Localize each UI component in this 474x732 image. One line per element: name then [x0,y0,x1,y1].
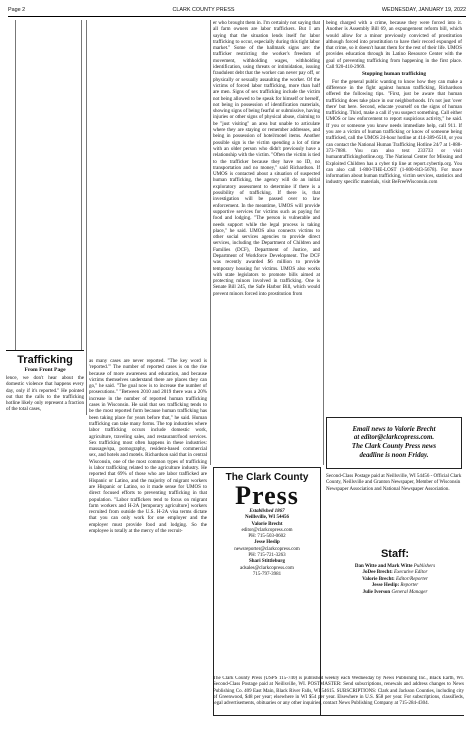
column-divider [86,20,87,415]
article-subtitle: From Front Page [24,367,66,373]
article-text: lence, we don't hear about the domestic violence that happens every day, only if it's reported." He pointed out that the calls to the trafficking hotline likely only represent a fraction of the total cases, [6,375,84,413]
article-title: Trafficking [17,354,73,366]
staff-title: Staff: [380,548,410,560]
article-column-4 [326,20,462,413]
email-line: The Clark County Press news [351,443,437,450]
subheading: Stopping human trafficking [361,71,427,78]
staff-name: Valorie Brecht: [362,576,395,582]
section-rule [6,350,84,351]
staff-role: General Manager [391,589,428,595]
email-line: at editor@clarkcopress.com. [353,434,435,442]
staff-name: Julie Iverson [362,589,391,595]
staff-name: JoDee Brecht: [362,570,393,576]
column-divider [323,20,324,465]
paper-name: CLARK COUNTY PRESS [172,7,235,13]
masthead-name-big: Press [235,481,299,510]
contact-name: Valorie Brecht [251,521,283,527]
contact-name: Jesse Heslip [254,540,280,546]
email-news-box [326,417,462,469]
postal-statement: The Clark County Press (USPS 115-740) is published weekly each Wednesday by News Publishing Inc., Black Earth, WI. Second-Class Postage paid at Neillsville, WI. POSTMASTER: Send subscriptions, renewals and address changes to News Publishing Co. 409 East Main, Black River Falls, WI 54615. SUBSCRIPTIONS: Clark and Jackson Counties, including city of Greenwood, $48 per year; elsewhere in WI $54 per year. Elsewhere in U.S. $58 per year. For subscriptions, classifieds, legal advertisements, obituaries or any other inquiries, contact News Publishing Company at 715-284-4304. [213,676,464,707]
article-column-3 [213,20,320,465]
publication-info: Second-Class Postage paid at Neillsville, WI 54456 - Official Clark County, Neillsville and Granton Newspaper, Member of Wisconsin Newspaper Association and National Newspaper Association. [326,474,462,492]
page-header [8,4,466,17]
email-line: deadline is noon Friday. [359,451,429,459]
masthead-name-top: The Clark County [225,472,309,483]
staff-row [326,590,464,596]
contact-phone: 715-797-3981 [252,571,282,577]
contact-name: Shari Stittleburg [249,559,285,565]
staff-list [326,564,464,596]
issue-date: WEDNESDAY, JANUARY 19, 2022 [381,7,466,13]
left-edge-rule [15,20,16,350]
contact-email: editor@clarkcopress.com [241,527,293,533]
article-column-1 [6,375,84,419]
article-text: For the general public wanting to know how they can make a difference in the fight against human trafficking, Richardson offered the following tips. "First, just be aware that human trafficking does take place in our neighborhoods. It's not just 'over there' but here. Second, educate yourself on the signs of human trafficking. Third, make a call if you suspect something. Call either UMOS or law enforcement to report suspicious activity," he said. If you or someone you know needs immediate help, call 911. If you are a victim of human trafficking or know of someone being trafficked, call the UMOS 24-hour hotline at 414-389-6510, or you can contact the National Human Trafficking Hotline 24/7 at 1-888-373-7888. You can also text 233733 or visit humantraffickinghotline.org. The National Center for Missing and Exploited Children has a cyber tip line at report.cybertip.org. You can also call 1-800-THE-LOST (1-800-843-5678). For more information about human trafficking, victim services, statistics and industry specific materials, visit BeFreeWisconsin.com [326,78,462,186]
left-edge-rule [81,20,82,350]
article-column-2 [89,358,207,713]
staff-name: Dan Witte and Mark Witte [354,564,413,569]
contact-email: newsreporter@clarkcopress.com [234,546,300,552]
page-number: Page 2 [8,7,26,13]
email-line: Email news to Valorie Brecht [352,425,436,433]
masthead-city: Neillsville, WI 54456 [245,515,289,521]
contact-email: adsales@clarkcopress.com [240,565,294,571]
article-text: er who brought them in. I'm certainly not saying that all farm owners are labor traffickers. But I am saying that the situation lends itself for labor trafficking to occur, especially during this tight labor market." Some of the hallmark signs are: the trafficker restricting the worker's freedom of movement, withholding wages, withholding identification, using threats or intimidation, issuing fraudulent debt that the worker can never pay off, or physically or sexually assaulting the worker. Of the victims of forced labor trafficking, more than half are men. Signs of sex trafficking include the victim not being allowed to be speak for himself or herself, not being in possession of identification materials, showing signs of being fearful or submissive, having injuries or other signs of physical abuse, claiming to be "just visiting" an area but unable to articulate where they are staying or remember addresses, and being in possession of hotel/motel items. Another possible sign is the victim spending a lot of time with an older person who didn't previously have a relationship with the victim. "Often the victim is tied to the trafficker because they have no ID, no transportation and no money," said Richardson. If UMOS is contacted about a situation of suspected human trafficking, the agency will do an initial exploratory assessment to determine if there is a possibility of trafficking. If there is, that investigation will be passed over to law enforcement. In the meantime, UMOS will provide supportive services for victims such as paying for food and lodging. "The person is vulnerable and needs support while the legal process is taking place," he said. UMOS also connects victims to other social services agencies to provide direct services, including the Department of Children and Families (DCF), Department of Justice, and Department of Workforce Development. The DCF was recently awarded $6 million to provide temporary housing for victims. UMOS also works with state legislators to promote bills aimed at protecting minors involved in trafficking. One is Senate Bill 245, the Safe Harbor Bill, which would prevent minors forced into prostitution from [213,20,320,297]
staff-role: Editor/Reporter [395,576,428,582]
staff-role: Executive Editor [394,570,428,576]
staff-name: Jesse Heslip: [371,583,400,589]
article-text: being charged with a crime, because they were forced into it. Another is Assembly Bill 69, an expungement reform bill, which would allow for a minor previously convicted of prostitution although forced into prostitution to have their record expunged of that crime, so it doesn't haunt them for the rest of their life. UMOS provides education through its Latino Resource Center with the goal of preventing trafficking from happening in the first place. Call 920-410-2969. [326,20,462,71]
staff-role: Publishers [413,564,436,569]
article-text: as many cases are never reported. "The key word is 'reported.'" The number of reported cases is on the rise because of more awareness and education, and because victims themselves understand there are places they can go," he said. "The goal now is to increase the number of prosecutions." "Between 2010 and 2019 there was a 20% increase in the number of reported human trafficking cases in Wisconsin. He said that sex trafficking tends to be the most reported form because human trafficking has been taking place for years before that," he said. Human trafficking can take many forms. The top industries where labor trafficking occurs include domestic work, agriculture, traveling sales, and restaurant/food services. Sex trafficking most often happens in these industries: massage/spa, pornography, resident-based commercial sex, and hotels and motels. Richardson said that in central Wisconsin, one of the most common types of trafficking is labor trafficking related to the agriculture industry. He reported that 69% of those who are labor trafficked are Hispanic or Latino, and the majority of migrant workers are Hispanic or Latino, so it made sense for UMOS to direct focused efforts to preventing trafficking in that population. "Labor traffickers tend to focus on migrant farm workers and H-2A [temporary agriculture] workers recruited from outside the U.S. H-2A visa terms dictate that you can only work for one employer and the employer must provide food and lodging. So the employee is totally at the mercy of the recruit- [89,358,207,535]
column-divider [210,20,211,465]
staff-role: Reporter [400,583,419,589]
masthead-established: Established 1867 [249,509,285,514]
contact-phone: PH: 715-721-3263 [248,553,286,559]
contact-phone: PH: 715-503-0602 [248,534,286,540]
